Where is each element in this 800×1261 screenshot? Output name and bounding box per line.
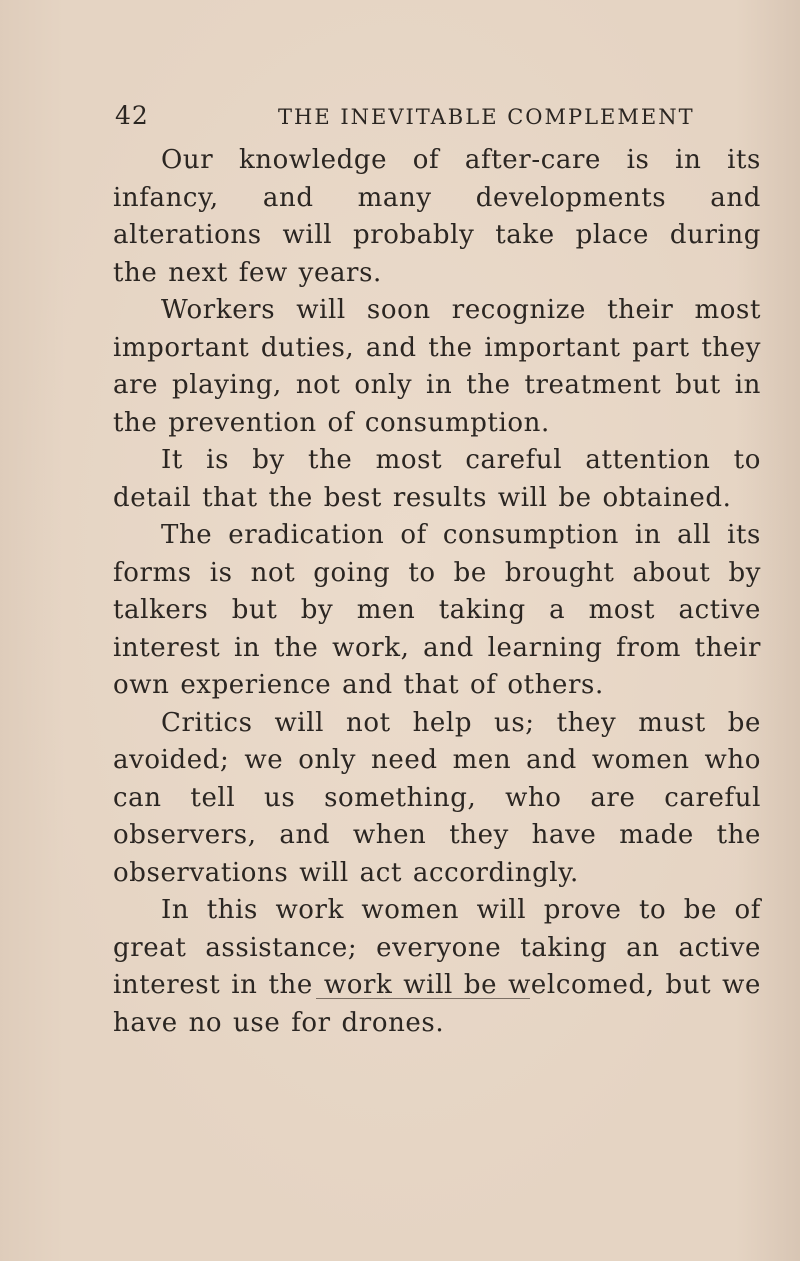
page-number: 42 bbox=[115, 101, 149, 130]
paragraph-critics: Critics will not help us; they must be avoided; we only need men and women who can tell us something, who are careful observers, and when they have made the observations will act accordingly. bbox=[113, 707, 761, 888]
page-header bbox=[115, 101, 755, 131]
paragraph-workers: Workers will soon recognize their most important duties, and the important part they are playing, not only in the treatment but in the prevention of consumption. bbox=[113, 295, 761, 438]
paragraph-attention: It is by the most careful attention to detail that the best results will be obtained. bbox=[113, 445, 761, 513]
running-head: THE INEVITABLE COMPLEMENT bbox=[278, 105, 695, 129]
section-divider bbox=[316, 998, 530, 999]
body-text bbox=[113, 142, 761, 1042]
paragraph-women: In this work women will prove to be of great assistance; everyone taking an active interest in the work will be welcomed, but we have no use for drones. bbox=[113, 895, 761, 1038]
paragraph-after-care: Our knowledge of after-care is in its infancy, and many developments and alterations will probably take place during the next few years. bbox=[113, 145, 761, 288]
paragraph-eradication: The eradication of consumption in all its forms is not going to be brought about by talkers but by men taking a most active interest in the work, and learning from their own experience and that of others. bbox=[113, 520, 761, 700]
